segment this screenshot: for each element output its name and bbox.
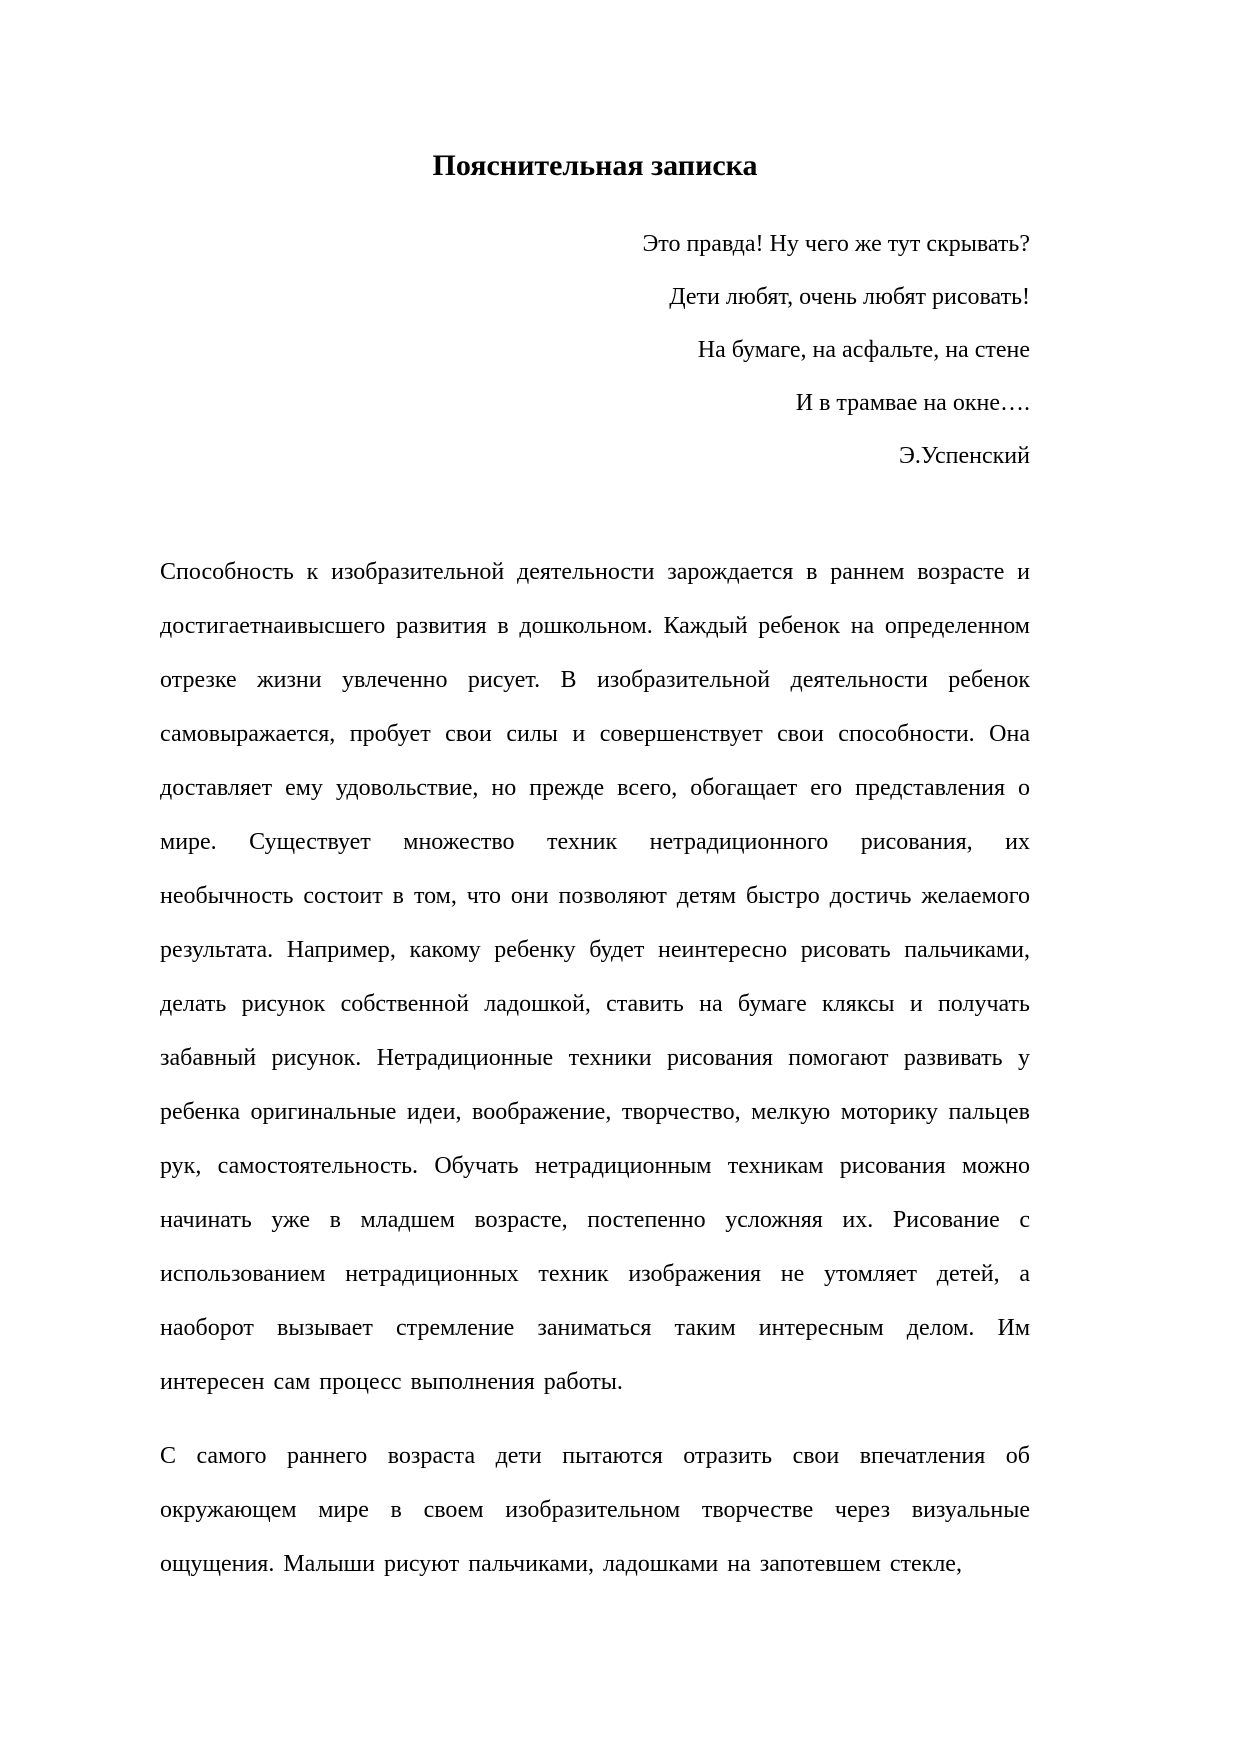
epigraph-line-4: И в трамвае на окне…. — [795, 390, 1030, 416]
epigraph-line-3: На бумаге, на асфальте, на стене — [697, 337, 1030, 363]
epigraph-author: Э.Успенский — [899, 443, 1030, 469]
epigraph-line-1: Это правда! Ну чего же тут скрывать? — [642, 231, 1030, 257]
body-paragraph-1: Способность к изобразительной деятельности зарождается в раннем возрасте и достигаетнаивысшего развития в дошкольном. Каждый ребенок на определенном отрезке жизни увлеченно рисует. В изобразительной деятельности ребенок самовыражается, пробует свои силы и совершенствует свои способности. Она доставляет ему удовольствие, но прежде всего, обогащает его представления о мире. Существует множество техник нетрадиционного рисования, их необычность состоит в том, что они позволяют детям быстро достичь желаемого результата. Например, какому ребенку будет неинтересно рисовать пальчиками, делать рисунок собственной ладошкой, ставить на бумаге кляксы и получать забавный рисунок. Нетрадиционные техники рисования помогают развивать у ребенка оригинальные идеи, воображение, творчество, мелкую моторику пальцев рук, самостоятельность. Обучать нетрадиционным техникам рисования можно начинать уже в младшем возрасте, постепенно усложняя их. Рисование с использованием нетрадиционных техник изображения не утомляет детей, а наоборот вызывает стремление заниматься таким интересным делом. Им интересен сам процесс выполнения работы. — [160, 559, 1030, 1395]
document-title: Пояснительная записка — [432, 149, 758, 182]
epigraph — [160, 218, 1030, 483]
body-paragraph-2: С самого раннего возраста дети пытаются отразить свои впечатления об окружающем мире в своем изобразительном творчестве через визуальные ощущения. Малыши рисуют пальчиками, ладошками на запотевшем стекле, — [160, 1443, 1030, 1577]
document-body — [160, 545, 1030, 1591]
epigraph-line-2: Дети любят, очень любят рисовать! — [669, 284, 1030, 310]
